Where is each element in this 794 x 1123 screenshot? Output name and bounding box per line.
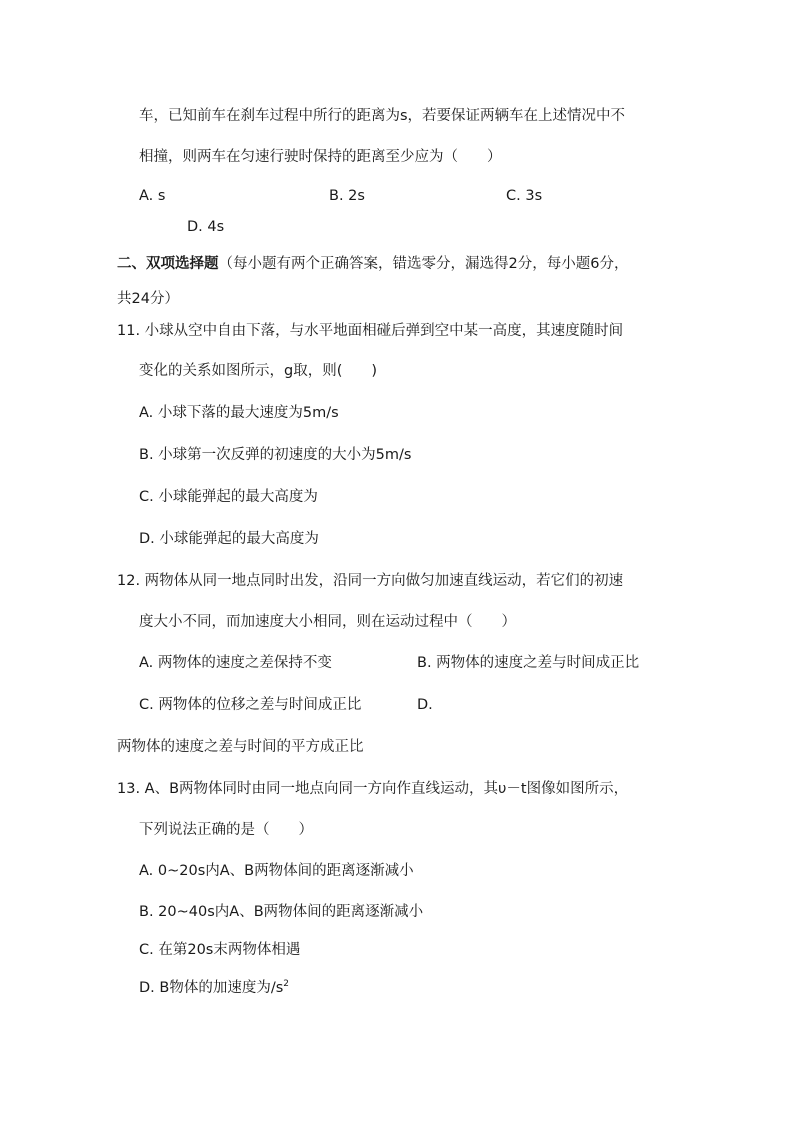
q10-stem-line2: 相撞，则两车在匀速行驶时保持的距离至少应为（ ） xyxy=(139,149,502,165)
q12-option-a: A. 两物体的速度之差保持不变 xyxy=(139,655,332,671)
q13-option-d-exponent: 2 xyxy=(283,979,290,989)
section-note-line1: （每小题有两个正确答案，错选零分，漏选得2分，每小题6分， xyxy=(218,256,629,272)
q13-option-a: A. 0~20s内A、B两物体间的距离逐渐减小 xyxy=(139,863,414,879)
q11-option-a: A. 小球下落的最大速度为5m/s xyxy=(139,405,339,421)
q12-stem-line1: 12. 两物体从同一地点同时出发，沿同一方向做匀加速直线运动，若它们的初速 xyxy=(117,573,624,589)
q10-option-a: A. s xyxy=(139,188,166,204)
q13-option-b: B. 20~40s内A、B两物体间的距离逐渐减小 xyxy=(139,904,424,920)
q13-stem-line2: 下列说法正确的是（ ） xyxy=(139,822,313,838)
q12-option-b: B. 两物体的速度之差与时间成正比 xyxy=(417,655,640,671)
section-title: 二、双项选择题 xyxy=(117,256,219,272)
q11-option-b: B. 小球第一次反弹的初速度的大小为5m/s xyxy=(139,447,412,463)
q11-stem-line2: 变化的关系如图所示，g取，则( ) xyxy=(139,363,378,379)
q10-option-c: C. 3s xyxy=(506,188,543,204)
q13-option-d-text: D. B物体的加速度为/s xyxy=(139,980,284,996)
q12-option-c: C. 两物体的位移之差与时间成正比 xyxy=(139,697,362,713)
q13-stem-line1: 13. A、B两物体同时由同一地点向同一方向作直线运动，其υ－t图像如图所示， xyxy=(117,781,629,797)
q11-stem-line1: 11. 小球从空中自由下落，与水平地面相碰后弹到空中某一高度，其速度随时间 xyxy=(117,323,624,339)
q10-stem-line1: 车，已知前车在刹车过程中所行的距离为s，若要保证两辆车在上述情况中不 xyxy=(139,108,626,124)
section-note-line2: 共24分） xyxy=(117,291,179,307)
section-heading xyxy=(117,254,628,274)
q11-option-d: D. 小球能弹起的最大高度为 xyxy=(139,531,319,547)
q11-option-c: C. 小球能弹起的最大高度为 xyxy=(139,489,318,505)
q13-option-d xyxy=(139,978,289,998)
q12-stem-line2: 度大小不同，而加速度大小相同，则在运动过程中（ ） xyxy=(139,614,516,630)
q12-option-d: D. xyxy=(417,697,433,713)
q12-option-d-text: 两物体的速度之差与时间的平方成正比 xyxy=(117,739,364,755)
q13-option-c: C. 在第20s末两物体相遇 xyxy=(139,942,301,958)
q10-option-b: B. 2s xyxy=(329,188,365,204)
q10-option-d: D. 4s xyxy=(187,219,225,235)
